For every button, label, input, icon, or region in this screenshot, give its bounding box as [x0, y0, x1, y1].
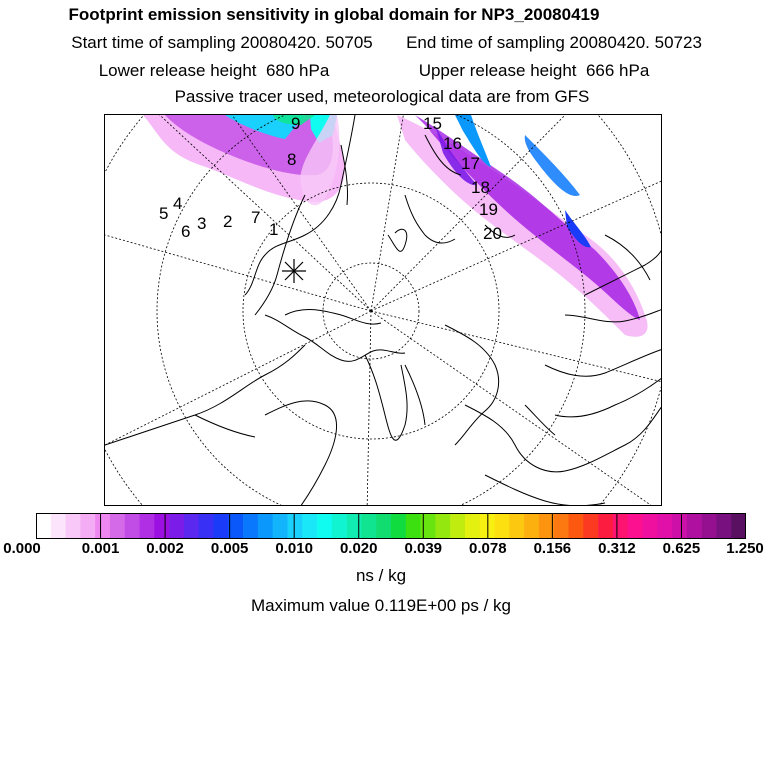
start-time-label: Start time of sampling 20080420. 50705 — [71, 33, 373, 52]
lower-release-height-label: Lower release height 680 hPa — [98, 61, 330, 80]
traj-label-3: 3 — [197, 214, 207, 233]
colorbar-cell — [51, 513, 66, 539]
colorbar-tick-label: 0.078 — [469, 540, 507, 557]
traj-label-5: 5 — [159, 204, 169, 223]
colorbar-cell — [317, 513, 332, 539]
colorbar-cell — [258, 513, 273, 539]
colorbar-cell — [480, 513, 495, 539]
colorbar-cell — [509, 513, 524, 539]
colorbar-tick-label: 0.020 — [339, 540, 378, 557]
tracer-note: Passive tracer used, meteorological data are from GFS — [174, 87, 590, 106]
colorbar-tick-label: 0.002 — [146, 540, 184, 557]
colorbar-cell — [495, 513, 510, 539]
colorbar-cell — [598, 513, 613, 539]
colorbar-cell — [554, 513, 569, 539]
colorbar-cell — [80, 513, 95, 539]
plot-title: Footprint emission sensitivity in global domain for NP3_20080419 — [68, 5, 600, 24]
colorbar-cell — [628, 513, 643, 539]
colorbar-cell — [95, 513, 110, 539]
footprint-plume — [143, 115, 648, 337]
polar-map — [104, 114, 662, 506]
colorbar-tick-label: 0.312 — [598, 540, 636, 557]
traj-label-18: 18 — [471, 178, 490, 197]
colorbar-cell — [243, 513, 258, 539]
colorbar-cell — [125, 513, 140, 539]
colorbar-tick-label: 0.000 — [3, 540, 41, 557]
colorbar-cell — [657, 513, 672, 539]
coastlines — [105, 115, 662, 506]
colorbar-cell — [214, 513, 229, 539]
colorbar-cell — [435, 513, 450, 539]
colorbar-cell — [731, 513, 746, 539]
colorbar-cell — [672, 513, 687, 539]
colorbar-cell — [332, 513, 347, 539]
colorbar-tick-label: 1.250 — [726, 540, 764, 557]
traj-label-9: 9 — [291, 115, 301, 133]
colorbar-cell — [687, 513, 702, 539]
release-point-asterisk — [282, 259, 306, 283]
colorbar-cell — [539, 513, 554, 539]
colorbar-cell — [642, 513, 657, 539]
colorbar-cell — [702, 513, 717, 539]
colorbar-tick-label: 0.010 — [275, 540, 313, 557]
colorbar-cell — [465, 513, 480, 539]
colorbar-cell — [154, 513, 169, 539]
traj-label-2: 2 — [223, 212, 233, 231]
max-value-label: Maximum value 0.119E+00 ps / kg — [250, 596, 511, 615]
map-canvas — [105, 115, 662, 506]
traj-label-16: 16 — [443, 134, 462, 153]
colorbar-cell — [110, 513, 125, 539]
colorbar-cell — [273, 513, 288, 539]
traj-label-19: 19 — [479, 200, 498, 219]
colorbar-cell — [583, 513, 598, 539]
colorbar-cell — [361, 513, 376, 539]
traj-label-4: 4 — [173, 194, 183, 213]
colorbar-cell — [406, 513, 421, 539]
traj-label-8: 8 — [287, 150, 297, 169]
colorbar-tick-label: 0.001 — [81, 540, 120, 557]
colorbar-cell — [199, 513, 214, 539]
traj-label-1: 1 — [269, 220, 279, 239]
colorbar-tick-label: 0.625 — [662, 540, 701, 557]
colorbar-cell — [716, 513, 731, 539]
colorbar-cell — [287, 513, 302, 539]
colorbar-cell — [302, 513, 317, 539]
colorbar-cell — [36, 513, 51, 539]
colorbar-cell — [347, 513, 362, 539]
colorbar-tick-label: 0.039 — [404, 540, 443, 557]
colorbar-cell — [184, 513, 199, 539]
colorbar-cell — [450, 513, 465, 539]
colorbar-units: ns / kg — [355, 566, 407, 585]
traj-label-6: 6 — [181, 222, 191, 241]
colorbar-cell — [169, 513, 184, 539]
colorbar-cell — [391, 513, 406, 539]
traj-label-17: 17 — [461, 154, 480, 173]
colorbar-cell — [524, 513, 539, 539]
colorbar — [36, 513, 746, 539]
graticule — [105, 115, 662, 506]
colorbar-cell — [66, 513, 81, 539]
upper-release-height-label: Upper release height 666 hPa — [418, 61, 650, 80]
colorbar-cell — [228, 513, 243, 539]
traj-label-7: 7 — [251, 208, 261, 227]
traj-label-20: 20 — [483, 224, 502, 243]
colorbar-cell — [376, 513, 391, 539]
colorbar-tick-label: 0.005 — [210, 540, 249, 557]
colorbar-cell — [569, 513, 584, 539]
end-time-label: End time of sampling 20080420. 50723 — [406, 33, 702, 52]
traj-label-15: 15 — [423, 115, 442, 133]
colorbar-cell — [140, 513, 155, 539]
colorbar-cell — [613, 513, 628, 539]
colorbar-tick-label: 0.156 — [533, 540, 572, 557]
